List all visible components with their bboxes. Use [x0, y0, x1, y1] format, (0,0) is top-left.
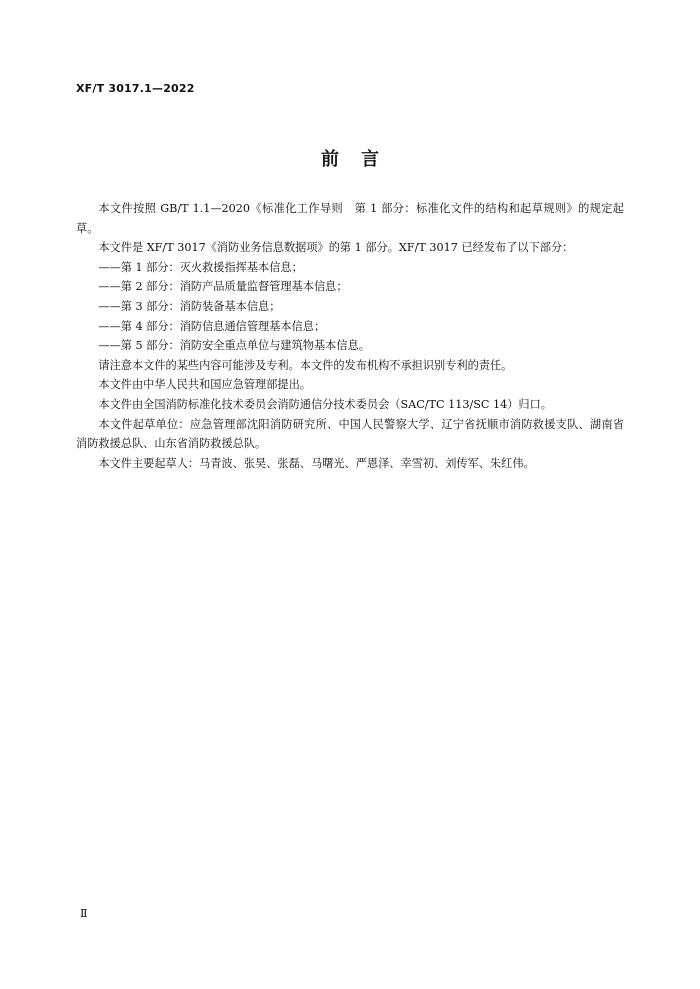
part-list-item: ——第 3 部分：消防装备基本信息； — [98, 299, 281, 313]
drafting-units-paragraph: 本文件起草单位：应急管理部沈阳消防研究所、中国人民警察大学、辽宁省抚顺市消防救援支队、湖南省消防救援总队、山东省消防救援总队。 — [76, 417, 624, 451]
part-list-item: ——第 5 部分：消防安全重点单位与建筑物基本信息。 — [98, 339, 370, 353]
drafters-paragraph: 本文件主要起草人：马青波、张昊、张磊、马曙光、严恩泽、幸雪初、刘传军、朱红伟。 — [98, 456, 535, 470]
committee-paragraph: 本文件由全国消防标准化技术委员会消防通信分技术委员会（SAC/TC 113/SC 14）归口。 — [98, 397, 552, 411]
document-code: XF/T 3017.1—2022 — [76, 82, 195, 95]
part-list-item: ——第 2 部分：消防产品质量监督管理基本信息； — [98, 280, 348, 294]
part-list-item: ——第 1 部分：灭火救援指挥基本信息； — [98, 260, 303, 274]
parts-intro-paragraph: 本文件是 XF/T 3017《消防业务信息数据项》的第 1 部分。XF/T 3017 已经发布了以下部分： — [98, 241, 574, 255]
page-number: Ⅱ — [80, 907, 88, 920]
page-title: 前言 — [321, 149, 401, 170]
patent-notice-paragraph: 请注意本文件的某些内容可能涉及专利。本文件的发布机构不承担识别专利的责任。 — [98, 358, 513, 372]
proposer-paragraph: 本文件由中华人民共和国应急管理部提出。 — [98, 378, 311, 392]
part-list-item: ——第 4 部分：消防信息通信管理基本信息； — [98, 319, 326, 333]
foreword-body — [76, 199, 624, 473]
drafting-rules-paragraph: 本文件按照 GB/T 1.1—2020《标准化工作导则 第 1 部分：标准化文件的结构和起草规则》的规定起草。 — [76, 202, 624, 235]
